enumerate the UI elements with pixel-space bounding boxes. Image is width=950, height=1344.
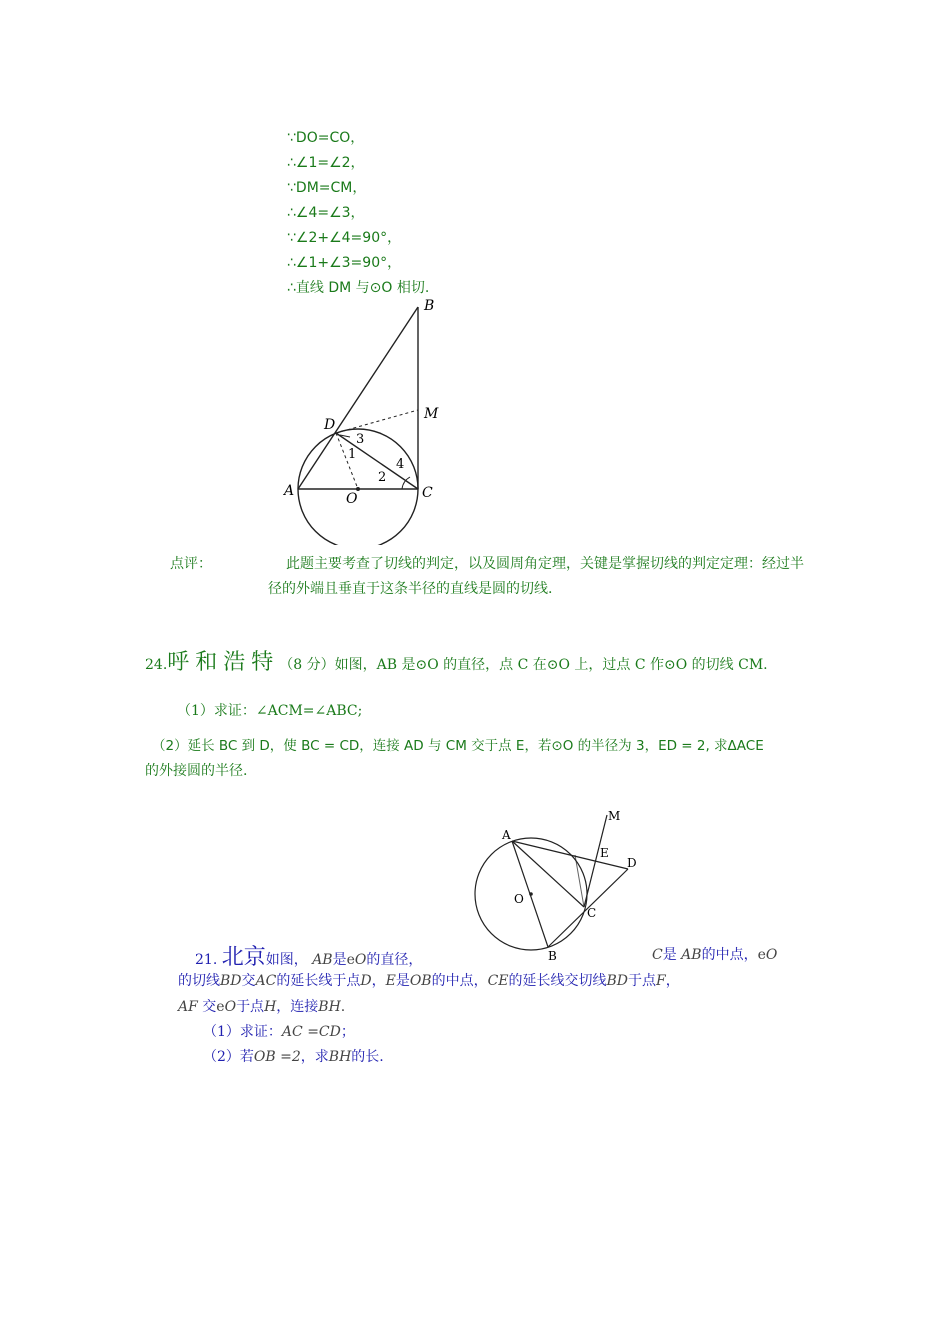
q21-text: ， <box>665 973 680 989</box>
fig1-label-3: 3 <box>356 432 365 447</box>
fig2-label-c: C <box>587 906 597 920</box>
q21-var: O <box>354 952 367 968</box>
q21-text: ， <box>371 973 386 989</box>
proof-line: ∴直线 DM 与⊙O 相切. <box>287 280 430 296</box>
fig1-label-1: 1 <box>348 447 357 462</box>
q21-var: AC <box>255 973 277 989</box>
q21-var: BD <box>606 973 629 989</box>
q24-city: 呼和浩特 <box>167 650 280 675</box>
q21-var: OB <box>409 973 432 989</box>
comment-label: 点评： <box>170 556 212 572</box>
q21-text: 是 <box>332 952 347 968</box>
q21-line-2 <box>178 970 680 990</box>
q21-text: 的延长线交切线 <box>508 973 607 989</box>
comment-line-2: 径的外端且垂直于这条半径的直线是圆的切线. <box>268 581 553 597</box>
q21-text: 的延长线于点 <box>276 973 361 989</box>
fig2-label-o: O <box>514 892 524 906</box>
fig2-label-d: D <box>627 856 637 870</box>
q21-text: 的中点， <box>701 947 758 963</box>
proof-line: ∴∠1+∠3=90°， <box>287 255 402 271</box>
fig2-label-a: A <box>502 828 511 842</box>
fig1-label-a: A <box>284 483 295 499</box>
q24-part2-line1: （2）延长 BC 到 D，使 BC = CD，连接 AD 与 CM 交于点 E，若⊙O 的半径为 3，ED = 2, 求ΔACE <box>152 738 764 754</box>
fig1-label-o: O <box>346 491 358 507</box>
figure-circle-tangent-2 <box>470 805 650 960</box>
q21-text: 交 <box>202 999 217 1015</box>
proof-line: ∴∠1=∠2， <box>287 155 365 171</box>
q21-text: 是 <box>662 947 677 963</box>
q21-var: F <box>656 973 666 989</box>
q21-var: O <box>224 999 237 1015</box>
q24-part2-line2: 的外接圆的半径. <box>145 763 248 779</box>
q21-var: BH <box>318 999 341 1015</box>
q21-number: 21. <box>195 952 218 968</box>
fig1-label-b: B <box>424 298 435 314</box>
q24-text: （8 分）如图，AB 是⊙O 的直径，点 C 在⊙O 上，过点 C 作⊙O 的切线 CM. <box>279 657 768 673</box>
fig1-label-m: M <box>424 406 439 422</box>
q21-var: E <box>385 973 396 989</box>
q21-city: 北京 <box>221 945 266 970</box>
q21-var: O <box>765 947 778 963</box>
q21-var: AF <box>178 999 198 1015</box>
q21-text: ； <box>340 1024 355 1040</box>
fig2-label-b: B <box>548 949 557 960</box>
fig2-label-m: M <box>608 809 621 823</box>
q24-part1: （1）求证：∠ACM=∠ABC; <box>177 703 363 719</box>
fig1-label-c: C <box>422 485 433 501</box>
q21-text: 如图， <box>265 952 308 968</box>
fig1-label-2: 2 <box>378 470 387 485</box>
q21-circle-symbol: e <box>216 999 225 1015</box>
comment-line-1: 此题主要考查了切线的判定，以及圆周角定理，关键是掌握切线的判定定理：经过半 <box>286 556 804 572</box>
fig2-label-e: E <box>600 846 609 860</box>
q24-number: 24. <box>145 657 168 673</box>
fig1-label-4: 4 <box>396 457 405 472</box>
q21-var: D <box>360 973 372 989</box>
q21-line-1 <box>195 940 422 971</box>
q21-text: ，连接 <box>276 999 319 1015</box>
proof-line: ∴∠4=∠3， <box>287 205 365 221</box>
fig1-label-d: D <box>324 417 336 433</box>
q21-circle-symbol: e <box>757 947 766 963</box>
q21-text: 于点 <box>628 973 657 989</box>
q21-text: 的长. <box>351 1049 384 1065</box>
q21-var: OB =2 <box>253 1049 301 1065</box>
q21-var: H <box>264 999 277 1015</box>
q21-part1 <box>203 1021 355 1041</box>
proof-line: ∵∠2+∠4=90°， <box>287 230 402 246</box>
q21-text: 交 <box>241 973 256 989</box>
q21-var: AC =CD <box>281 1024 341 1040</box>
q21-text: 的直径， <box>366 952 423 968</box>
q21-var: BH <box>328 1049 352 1065</box>
q21-part2 <box>203 1046 384 1066</box>
q21-text: ，求 <box>300 1049 329 1065</box>
q21-circle-symbol: e <box>346 952 355 968</box>
q21-var: CE <box>487 973 509 989</box>
q21-text: 的中点， <box>431 973 488 989</box>
proof-line: ∵DM=CM， <box>287 180 367 196</box>
q21-var: C <box>652 947 663 963</box>
q21-arc-var: AB <box>681 947 702 963</box>
q21-line-1b <box>652 944 777 964</box>
q21-text: 于点 <box>236 999 265 1015</box>
q21-line-3 <box>178 996 345 1016</box>
q21-text: . <box>340 999 346 1015</box>
figure-circle-tangent-1 <box>270 295 450 545</box>
q21-text: 是 <box>395 973 410 989</box>
q21-text: 的切线 <box>178 973 220 989</box>
q21-var: BD <box>220 973 242 989</box>
q24-heading <box>145 645 768 676</box>
q21-text: （2）若 <box>203 1049 254 1065</box>
proof-line: ∵DO=CO， <box>287 130 365 146</box>
q21-var: AB <box>312 952 333 968</box>
q21-text: （1）求证： <box>203 1024 282 1040</box>
